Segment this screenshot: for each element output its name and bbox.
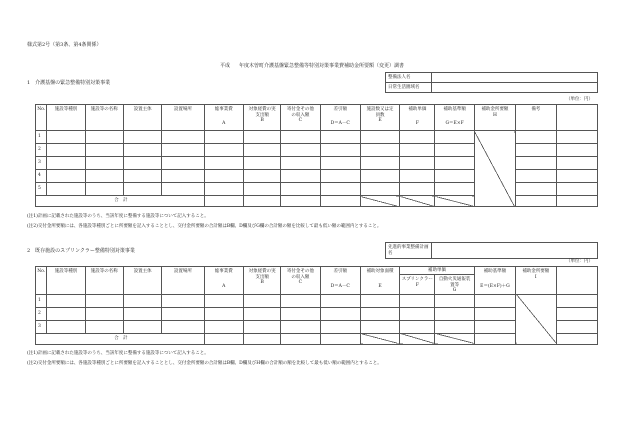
s1-header-units: 施設数又は定員数 E [360, 105, 399, 131]
s1-code-base-amount: G＝E×F [445, 120, 464, 126]
s2-code-donation: C [298, 280, 303, 285]
s2-row-no: 3 [36, 320, 47, 333]
s1-header-required: 補助金所要額 H [474, 105, 515, 131]
s2-code-base-amount: E＝(E×F)＋G [480, 283, 510, 289]
s2-required-diagonal [516, 294, 556, 344]
s2-code-auto-alarm: G [452, 288, 457, 293]
s1-header-facility-type: 施設等種別 [47, 105, 85, 131]
s2-header-auto-alarm: 自動火災通報装置等 G [435, 275, 474, 295]
s2-header-diff: 差引額 D＝A－C [320, 267, 360, 295]
s1-code-target-cost: B [260, 118, 264, 123]
s1-total-label: 合 計 [36, 196, 205, 207]
table-row [36, 294, 598, 307]
section1-note-1: (注1)計画に記載された施設等のうち、当該年度に整備する施設等について記入すること。 [27, 214, 209, 219]
s2-row-no: 2 [36, 307, 47, 320]
s1-header-location: 設置場所 [162, 105, 204, 131]
s1-code-unit-price: F [415, 120, 419, 126]
plan-info-box [385, 242, 598, 259]
s1-row-no: 5 [36, 183, 47, 196]
s1-code-units: E [378, 118, 382, 123]
s1-row-no: 1 [36, 131, 47, 144]
s1-row-no: 2 [36, 144, 47, 157]
section1-note-2: (注2)交付金所要額には、各施設等種別ごとに所要額を記入することとし、交付金所要額の合計額はB欄、D欄及びG欄の合計額の額を比較して最も低い額の範囲内とすること。 [27, 224, 382, 229]
org-name-field[interactable] [432, 73, 598, 83]
s2-header-required: 補助金所要額 I [516, 267, 556, 295]
section2-note-1: (注1)計画に記載された施設等のうち、当該年度に整備する施設等について記入すること。 [27, 351, 209, 356]
s1-code-required: H [492, 112, 497, 118]
s1-code-donation: C [298, 118, 303, 123]
section1-unit: （単位：円） [566, 97, 593, 102]
s2-row-no: 1 [36, 294, 47, 307]
s2-header-operator: 設置主体 [123, 267, 161, 295]
s2-header-donation: 寄付金その他の収入額 C [281, 267, 320, 295]
s1-header-diff: 差引額 D＝A－C [320, 105, 360, 131]
area-name-label: 日常生活圏域名 [386, 83, 432, 93]
s1-row-no: 3 [36, 157, 47, 170]
section1-table [35, 104, 598, 207]
org-name-label: 整備法人名 [386, 73, 432, 83]
title-era: 平成 [220, 63, 231, 69]
plan-name-field[interactable] [432, 243, 598, 259]
s1-required-diagonal [474, 131, 515, 207]
s2-header-blank [556, 267, 598, 295]
s2-header-facility-type: 施設等種別 [47, 267, 85, 295]
section2-unit: （単位：円） [566, 259, 593, 264]
section1-heading: 1 介護基盤の緊急整備特別対策事業 [27, 80, 111, 86]
area-name-field[interactable] [432, 83, 598, 93]
s2-code-sprinkler: F [415, 282, 419, 288]
s1-header-unit-price: 補助単価 F [400, 105, 435, 131]
s2-code-required: I [534, 274, 537, 280]
s2-code-target-cost: B [260, 280, 264, 285]
s2-total-row [36, 333, 598, 344]
page-title: 年度木曽町介護基盤緊急整備等特別対策事業費補助金所要額（変更）調書 [239, 63, 405, 69]
s2-header-total-cost: 総事業費 A [204, 267, 243, 295]
s2-header-no: No. [36, 267, 47, 295]
s2-total-label: 合 計 [36, 333, 205, 344]
form-number: 様式第2号（第3条、第4条関係） [27, 42, 102, 48]
s1-header-no: No. [36, 105, 47, 131]
table-row [36, 320, 598, 333]
s2-code-total-cost: A [222, 283, 226, 289]
table-row [36, 131, 598, 144]
org-info-box [385, 72, 598, 93]
s1-header-donation: 寄付金その他の収入額 C [281, 105, 320, 131]
s2-header-unit-price-group: 補助単価 [400, 267, 475, 275]
s1-code-diff: D＝A－C [330, 120, 350, 126]
s2-code-area: E [378, 283, 382, 289]
plan-name-label: 先進的事業整備計画名 [386, 243, 432, 259]
s2-header-target-cost: 対象経費の実支出額 B [243, 267, 280, 295]
s1-row-no: 4 [36, 170, 47, 183]
s1-header-remarks: 備考 [516, 105, 556, 131]
table-row [36, 307, 598, 320]
s1-header-facility-name: 施設等の名称 [85, 105, 123, 131]
s2-header-base-amount: 補助基準額 E＝(E×F)＋G [474, 267, 515, 295]
s1-header-base-amount: 補助基準額 G＝E×F [435, 105, 474, 131]
s1-header-total-cost: 総事業費 A [204, 105, 243, 131]
s1-header-blank [556, 105, 598, 131]
s1-header-operator: 設置主体 [123, 105, 161, 131]
s2-header-area: 補助対象面積 E [360, 267, 399, 295]
s2-header-location: 設置場所 [162, 267, 204, 295]
section2-heading: 2 既存施設のスプリンクラー整備特別対策事業 [27, 248, 135, 254]
s2-header-facility-name: 施設等の名称 [85, 267, 123, 295]
s2-code-diff: D＝A－C [330, 283, 350, 289]
section2-note-2: (注2)交付金所要額には、各施設等種別ごとに所要額を記入することとし、交付金所要額の合計額はB欄、D欄及びH欄の合計額の額を比較して最も低い額の範囲内とすること。 [27, 361, 382, 366]
s1-header-target-cost: 対象経費の実支出額 B [243, 105, 280, 131]
s2-header-sprinkler: スプリンクラー F [400, 275, 435, 295]
s1-code-total-cost: A [222, 120, 226, 126]
section2-table [35, 266, 598, 345]
